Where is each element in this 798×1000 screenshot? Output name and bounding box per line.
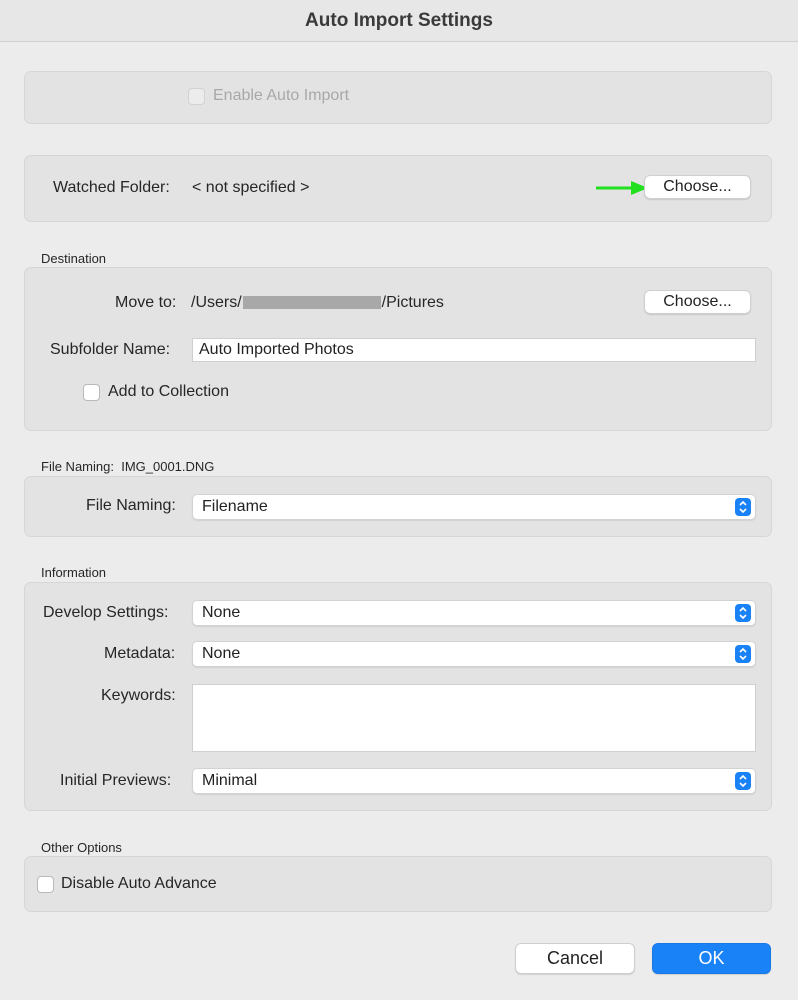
enable-panel xyxy=(24,71,772,124)
disable-auto-advance-label: Disable Auto Advance xyxy=(61,875,217,892)
enable-auto-import-label: Enable Auto Import xyxy=(213,87,350,104)
metadata-select[interactable] xyxy=(192,641,756,667)
add-to-collection-checkbox[interactable] xyxy=(83,384,100,401)
file-naming-label: File Naming: xyxy=(86,497,176,514)
title-bar xyxy=(0,0,798,42)
watched-folder-label: Watched Folder: xyxy=(53,179,170,196)
select-stepper-icon xyxy=(735,498,751,516)
window-title: Auto Import Settings xyxy=(305,9,493,31)
move-to-label: Move to: xyxy=(115,294,177,311)
subfolder-name-input[interactable]: Auto Imported Photos xyxy=(192,338,756,362)
select-stepper-icon xyxy=(735,645,751,663)
add-to-collection-label: Add to Collection xyxy=(108,383,229,400)
watched-folder-choose-button[interactable]: Choose... xyxy=(644,175,751,199)
initial-previews-value: Minimal xyxy=(202,772,258,789)
path-prefix: /Users/ xyxy=(191,294,242,311)
cancel-button[interactable]: Cancel xyxy=(515,943,635,974)
select-stepper-icon xyxy=(735,772,751,790)
destination-section-label: Destination xyxy=(41,251,107,266)
green-arrow-icon xyxy=(595,180,649,196)
file-naming-select[interactable] xyxy=(192,494,756,520)
disable-auto-advance-checkbox[interactable] xyxy=(37,876,54,893)
information-section-label: Information xyxy=(41,565,107,580)
ok-button[interactable]: OK xyxy=(652,943,771,974)
watched-folder-value: < not specified > xyxy=(192,179,310,196)
metadata-label: Metadata: xyxy=(104,645,176,662)
initial-previews-label: Initial Previews: xyxy=(60,772,172,789)
file-naming-section-label xyxy=(41,459,214,474)
develop-settings-value: None xyxy=(202,604,241,621)
metadata-value: None xyxy=(202,645,241,662)
develop-settings-label: Develop Settings: xyxy=(43,604,169,621)
develop-settings-select[interactable] xyxy=(192,600,756,626)
file-naming-section-title: File Naming: xyxy=(41,459,114,474)
path-suffix: /Pictures xyxy=(381,294,444,311)
subfolder-name-label: Subfolder Name: xyxy=(50,341,171,358)
enable-auto-import-checkbox[interactable] xyxy=(188,88,205,105)
keywords-label: Keywords: xyxy=(101,687,176,704)
file-naming-example: IMG_0001.DNG xyxy=(121,459,215,474)
move-to-path xyxy=(191,294,444,312)
other-options-section-label: Other Options xyxy=(41,840,122,855)
initial-previews-select[interactable] xyxy=(192,768,756,794)
redacted-username xyxy=(243,296,381,309)
select-stepper-icon xyxy=(735,604,751,622)
keywords-textarea[interactable] xyxy=(192,684,756,752)
move-to-choose-button[interactable]: Choose... xyxy=(644,290,751,314)
file-naming-value: Filename xyxy=(202,498,268,515)
